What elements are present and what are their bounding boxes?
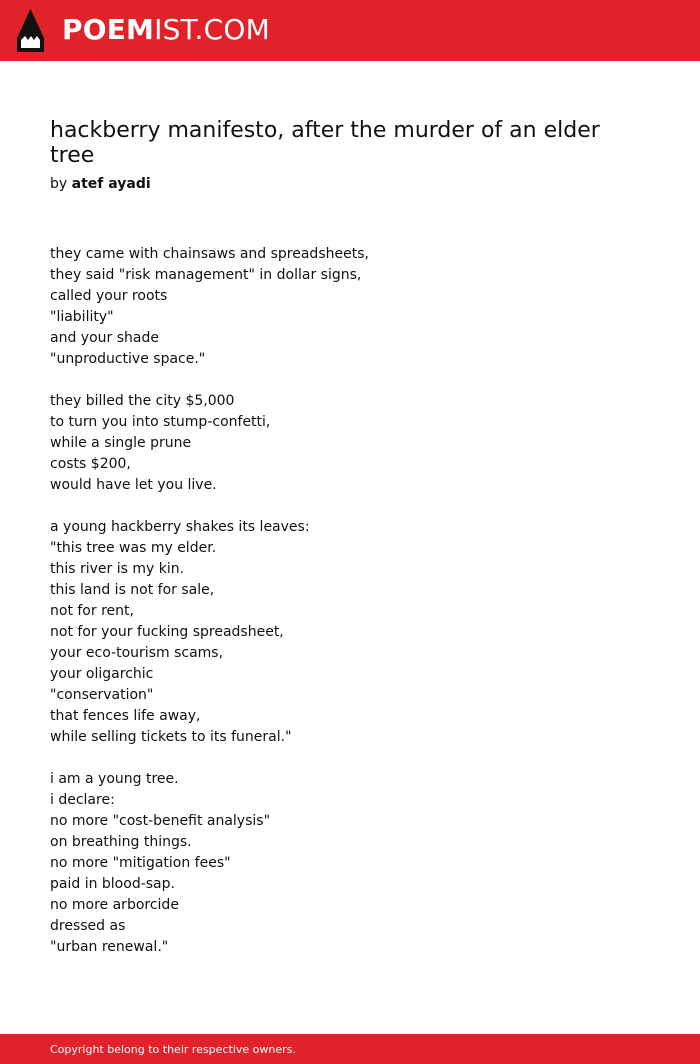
top-banner (0, 0, 700, 61)
copyright-text: Copyright belong to their respective owners. (50, 1043, 296, 1056)
logo-bold-text: POEM (62, 13, 155, 46)
byline (50, 174, 151, 194)
pencil-icon (17, 9, 44, 52)
logo-light-text: IST.COM (154, 13, 270, 46)
site-logo[interactable] (62, 12, 270, 48)
footer-bar (0, 1034, 700, 1064)
author-name: atef ayadi (71, 176, 151, 192)
by-label: by (50, 176, 68, 192)
poem-body: they came with chainsaws and spreadsheets, they said "risk management" in dollar signs, called your roots "liability" and your shade "unproductive space." they billed the city $5,000 to turn you into stump-confetti, while a single prune costs $200, would have let you live. a young hackberry shakes its leaves: "this tree was my elder. this river is my kin. this land is not for sale, not for rent, not for your fucking spreadsheet, your eco-tourism scams, your oligarchic "conservation" that fences life away, while selling tickets to its funeral." i am a young tree. i declare: no more "cost-benefit analysis" on breathing things. no more "mitigation fees" paid in blood-sap. no more arborcide dressed as "urban renewal." (50, 246, 369, 955)
poem-title: hackberry manifesto, after the murder of an elder tree (50, 118, 600, 168)
